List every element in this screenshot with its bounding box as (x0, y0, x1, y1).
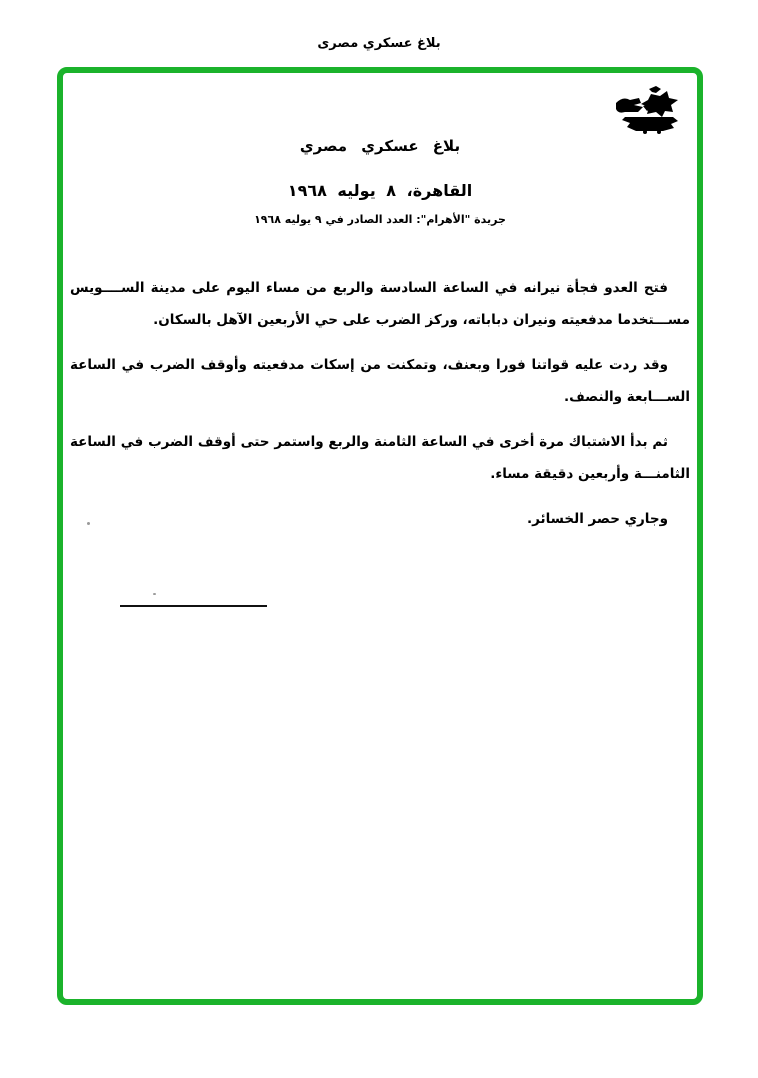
body-paragraph-3: ثم بدأ الاشتباك مرة أخرى في الساعة الثامنة والربع واستمر حتى أوقف الضرب في الساعة الثامنـــة وأربعين دقيقة مساء. (70, 434, 690, 482)
communique-title: بلاغ عسكري مصري (299, 137, 461, 155)
arabic-calligraphy-stamp-icon (613, 86, 693, 134)
closing-line: وجاري حصر الخسائر. (527, 511, 668, 527)
document-border-frame (57, 67, 703, 1005)
scan-speck (87, 522, 90, 525)
document-content (63, 73, 697, 999)
body-paragraph-2: وقد ردت عليه قواتنا فورا وبعنف، وتمكنت من إسكات مدفعيته وأوقف الضرب في الساعة الســـابعة والنصف. (70, 357, 690, 405)
body-paragraph-1: فتح العدو فجأة نيرانه في الساعة السادسة والربع من مساء اليوم على مدينة الســــويس مســـتخدما مدفعيته ونيران دباباته، وركز الضرب على حي الأربعين الآهل بالسكان. (70, 280, 690, 328)
page-header-title: بلاغ عسكري مصرى (317, 36, 441, 51)
communique-body (68, 272, 692, 535)
scan-speck (153, 593, 156, 595)
end-divider-rule (120, 605, 267, 607)
source-citation: جريدة "الأهرام": العدد الصادر في ٩ يوليه ١٩٦٨ (254, 213, 506, 226)
dateline: القاهرة، ٨ يوليه ١٩٦٨ (287, 181, 473, 200)
